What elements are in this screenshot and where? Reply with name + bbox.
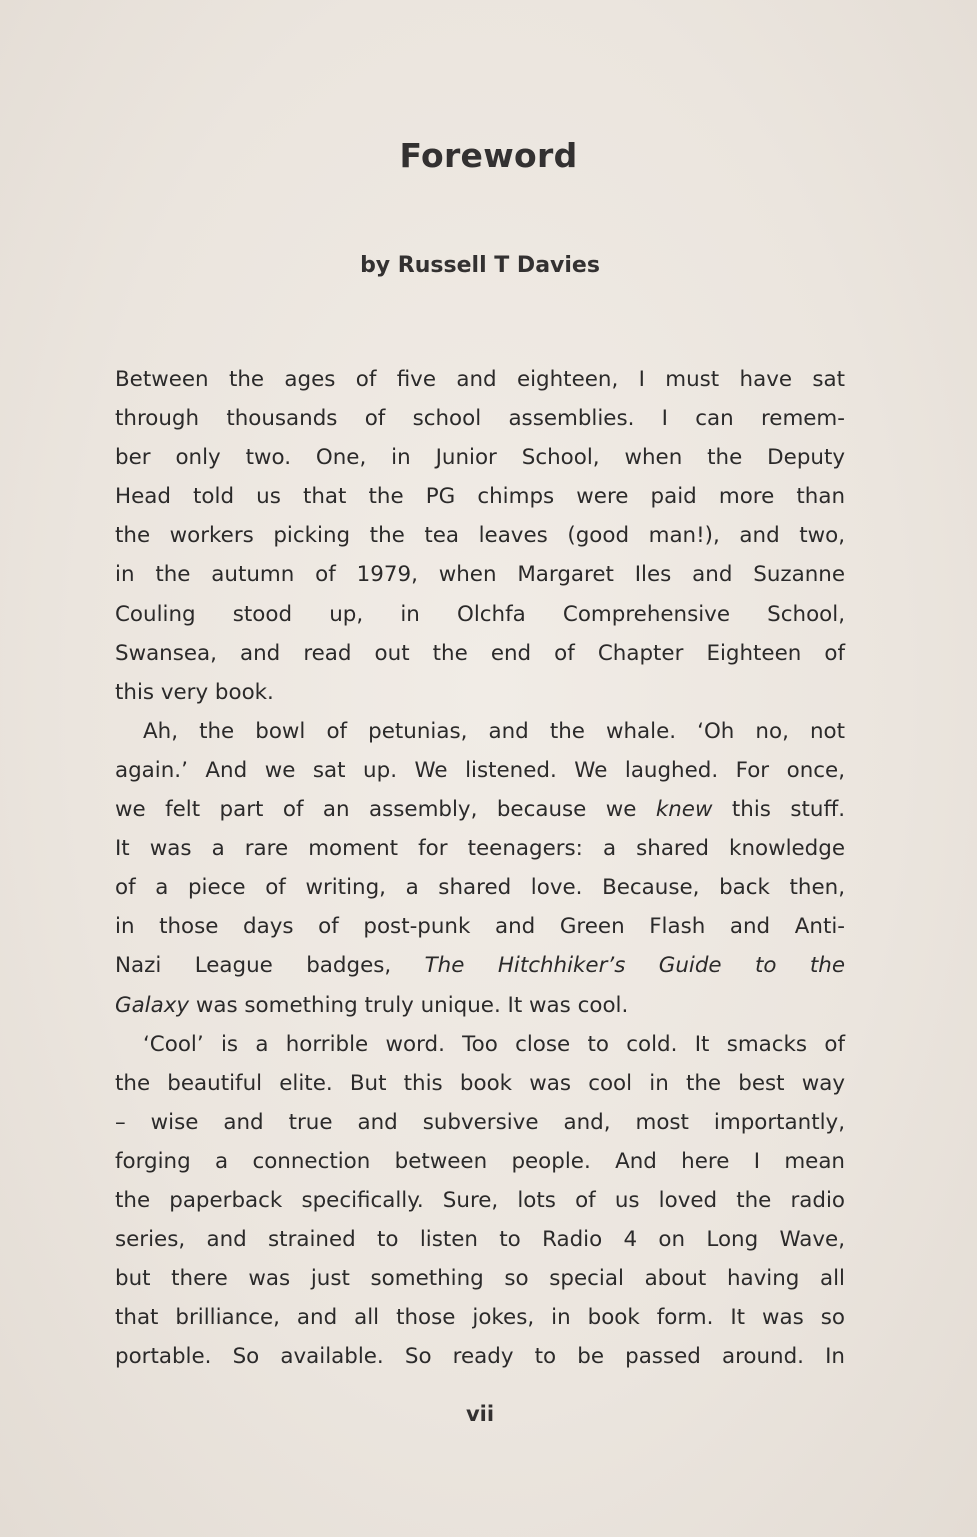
text-line: the beautiful elite. But this book was cool in the best way [115,1070,845,1096]
page-number: vii [465,1402,495,1426]
text-line: that brilliance, and all those jokes, in book form. It was so [115,1305,845,1331]
text-run: this stuff. [712,797,845,823]
text-line: Swansea, and read out the end of Chapter Eighteen of [115,640,845,666]
text-run: Nazi League badges, [115,953,425,979]
foreword-body [115,360,845,1376]
text-line: ‘Cool’ is a horrible word. Too close to cold. It smacks of [143,1031,845,1057]
text-line: ber only two. One, in Junior School, when the Deputy [115,445,845,471]
text-line: Ah, the bowl of petunias, and the whale. ‘Oh no, not [143,718,845,744]
italic-text: knew [655,797,713,823]
text-run: was something truly unique. It was cool. [189,992,629,1018]
text-line [115,946,845,985]
text-line: again.’ And we sat up. We listened. We laughed. For once, [115,757,845,783]
text-line: It was a rare moment for teenagers: a shared knowledge [115,836,845,862]
text-line: Couling stood up, in Olchfa Comprehensive School, [115,601,845,627]
text-line: Between the ages of five and eighteen, I must have sat [115,367,845,392]
text-line: in those days of post-punk and Green Flash and Anti- [115,914,845,940]
text-line: – wise and true and subversive and, most importantly, [115,1109,845,1135]
text-line: portable. So available. So ready to be passed around. In [115,1344,845,1370]
text-line: this very book. [115,679,274,705]
page-title: Foreword [399,136,578,175]
italic-text: The Hitchhiker’s Guide to the [424,953,845,979]
author-byline: by Russell T Davies [360,253,600,278]
text-line: forging a connection between people. And here I mean [115,1148,845,1174]
italic-text: Galaxy [115,992,190,1018]
text-line: Head told us that the PG chimps were paid more than [115,484,845,510]
text-line: of a piece of writing, a shared love. Because, back then, [115,875,845,901]
text-line: the paperback specifically. Sure, lots of us loved the radio [115,1187,845,1213]
text-line: the workers picking the tea leaves (good man!), and two, [115,523,845,549]
text-line: but there was just something so special about having all [115,1266,845,1292]
text-line: through thousands of school assemblies. I can remem- [115,406,845,432]
text-line [115,986,845,1025]
text-line [115,790,845,829]
text-run: we felt part of an assembly, because we [115,797,656,823]
text-line: in the autumn of 1979, when Margaret Iles and Suzanne [115,562,845,588]
text-line: series, and strained to listen to Radio 4 on Long Wave, [115,1227,845,1253]
